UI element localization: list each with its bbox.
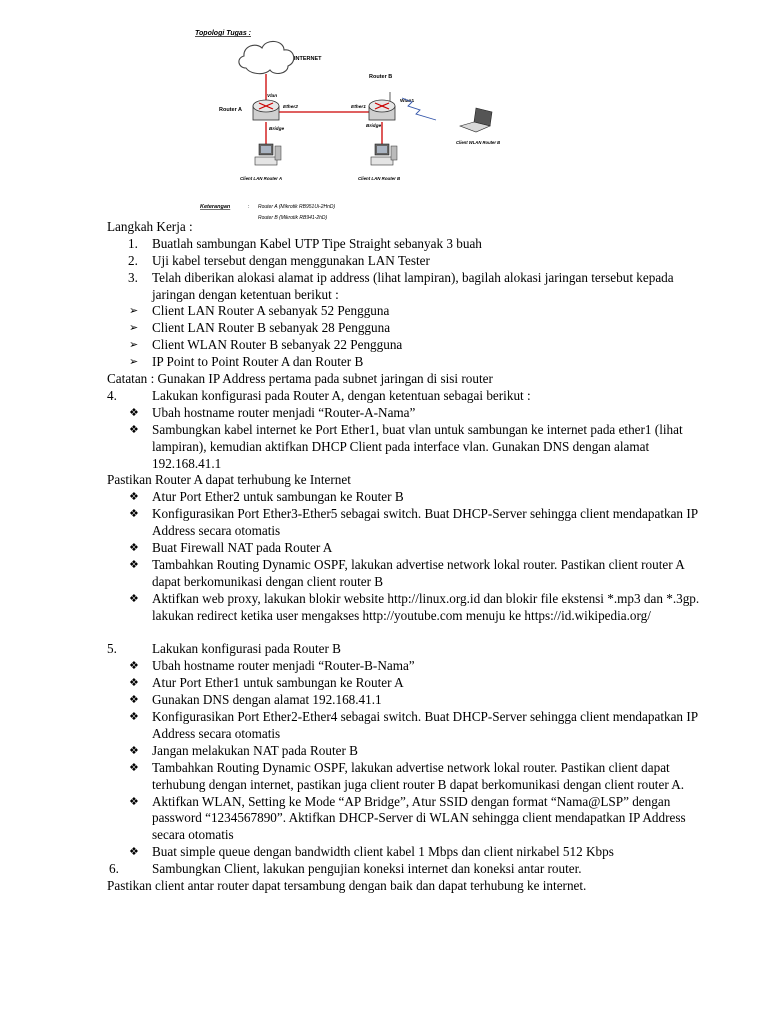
bridge-b-label: Bridge <box>366 124 382 129</box>
arrow-bullet-icon: ➢ <box>129 355 139 369</box>
step-text: Buatlah sambungan Kabel UTP Tipe Straight sebanyak 3 buah <box>152 235 482 251</box>
diamond-item-text: Atur Port Ether2 untuk sambungan ke Router B <box>152 489 404 505</box>
arrow-bullet-icon: ➢ <box>129 338 139 352</box>
diamond-bullet-icon: ❖ <box>129 710 139 723</box>
diamond-item-text: Sambungkan kabel internet ke Port Ether1, buat vlan untuk sambungan ke internet pada ether1 (lihat lampiran), kemudian aktifkan DHCP Client pada interface vlan. Gunakan DNS dengan alamat 192.168.41.1 <box>152 421 683 471</box>
diamond-bullet-icon: ❖ <box>129 507 139 521</box>
diamond-item-text: Aktifkan WLAN, Setting ke Mode “AP Bridge”, Atur SSID dengan format “Nama@LSP” dengan password “1234567890”. Aktifkan DHCP-Server di WLAN sehingga client mendapatkan IP Address secara otomatis <box>152 793 686 843</box>
arrow-item <box>107 303 707 320</box>
ether1-b-label: Ether1 <box>351 105 366 110</box>
diamond-item-text: Atur Port Ether1 untuk sambungan ke Router A <box>152 675 404 691</box>
diamond-bullet-icon: ❖ <box>129 845 139 859</box>
client-lan-b-label: Client LAN Router B <box>358 176 401 181</box>
diamond-bullet-icon: ❖ <box>129 422 139 436</box>
router-b-icon <box>369 92 395 120</box>
diamond-bullet-icon: ❖ <box>129 405 139 419</box>
diamond-item <box>107 794 707 845</box>
arrow-item-text: Client WLAN Router B sebanyak 22 Pengguna <box>152 337 403 353</box>
step-4 <box>107 388 707 405</box>
diamond-item <box>107 675 707 692</box>
router-b-label: Router B <box>369 74 393 80</box>
diamond-item <box>107 489 707 506</box>
step-number: 2. <box>128 252 138 268</box>
diamond-bullet-icon: ❖ <box>129 760 139 774</box>
diamond-item <box>107 692 707 709</box>
diamond-bullet-icon: ❖ <box>129 541 139 555</box>
diamond-item <box>107 540 707 557</box>
step-6 <box>107 861 707 878</box>
step-text: Lakukan konfigurasi pada Router B <box>152 641 341 657</box>
bridge-a-label: Bridge <box>269 127 285 132</box>
diamond-bullet-icon: ❖ <box>129 659 139 673</box>
blank-line <box>107 625 707 642</box>
internet-label: INTERNET <box>294 56 322 62</box>
step-text: Telah diberikan alokasi alamat ip address (lihat lampiran), bagilah alokasi jaringan tersebut kepada jaringan dengan ketentuan berikut : <box>152 269 674 302</box>
pastikan-router-a: Pastikan Router A dapat terhubung ke Internet <box>107 472 351 488</box>
arrow-item <box>107 320 707 337</box>
client-wlan-b-label: Client WLAN Router B <box>456 140 501 145</box>
topology-figure <box>180 22 501 224</box>
step-text: Lakukan konfigurasi pada Router A, dengan ketentuan sebagai berikut : <box>152 387 531 403</box>
diamond-item <box>107 405 707 422</box>
diamond-item <box>107 743 707 760</box>
diamond-bullet-icon: ❖ <box>129 794 139 808</box>
diamond-bullet-icon: ❖ <box>129 693 139 707</box>
diamond-item-text: Ubah hostname router menjadi “Router-A-Nama” <box>152 404 416 420</box>
diamond-item-text: Konfigurasikan Port Ether2-Ether4 sebagai switch. Buat DHCP-Server sehingga client mendapatkan IP Address secara otomatis <box>152 709 698 741</box>
keterangan-label: Keterangan <box>200 204 231 210</box>
step-2 <box>107 253 707 270</box>
step-3 <box>107 270 707 304</box>
arrow-item-text: Client LAN Router A sebanyak 52 Pengguna <box>152 303 390 319</box>
arrow-item <box>107 337 707 354</box>
step-number: 5. <box>107 641 117 657</box>
diamond-item <box>107 591 707 625</box>
diamond-item-text: Tambahkan Routing Dynamic OSPF, lakukan advertise network lokal router. Pastikan client router A dapat berkomunikasi dengan client router B <box>152 556 685 589</box>
step-number: 3. <box>128 269 138 285</box>
step-text: Sambungkan Client, lakukan pengujian koneksi internet dan koneksi antar router. <box>152 861 582 877</box>
diamond-bullet-icon: ❖ <box>129 743 139 757</box>
arrow-bullet-icon: ➢ <box>129 321 139 335</box>
catatan-note: Catatan : Gunakan IP Address pertama pada subnet jaringan di sisi router <box>107 371 493 387</box>
diamond-item <box>107 557 707 591</box>
arrow-item <box>107 354 707 371</box>
diamond-bullet-icon: ❖ <box>129 557 139 571</box>
arrow-bullet-icon: ➢ <box>129 304 139 318</box>
router-a-icon <box>253 100 279 120</box>
ether2-a-label: Ether2 <box>283 105 298 110</box>
diamond-item <box>107 506 707 540</box>
diamond-item <box>107 422 707 473</box>
laptop-icon <box>460 108 492 132</box>
step-number: 4. <box>107 387 117 403</box>
diamond-item <box>107 709 707 743</box>
figure-title: Topologi Tugas : <box>195 30 251 37</box>
diamond-bullet-icon: ❖ <box>129 490 139 504</box>
diamond-item <box>107 760 707 794</box>
diamond-item-text: Gunakan DNS dengan alamat 192.168.41.1 <box>152 692 382 708</box>
keterangan-colon: : <box>248 204 250 210</box>
step-text: Uji kabel tersebut dengan menggunakan LAN Tester <box>152 252 430 268</box>
diamond-item-text: Tambahkan Routing Dynamic OSPF, lakukan advertise network lokal router. Pastikan client dapat terhubung dengan internet, pastikan juga client router B dapat berkomunikasi dengan client router A. <box>152 759 685 792</box>
final-note: Pastikan client antar router dapat tersambung dengan baik dan dapat terhubung ke internet. <box>107 878 587 894</box>
internet-cloud-icon <box>239 41 294 73</box>
diamond-item-text: Buat simple queue dengan bandwidth client kabel 1 Mbps dan client nirkabel 512 Kbps <box>152 844 614 860</box>
router-a-model: Router A (Mikrotik RB951Ui-2HnD) <box>258 204 336 210</box>
diamond-item-text: Ubah hostname router menjadi “Router-B-Nama” <box>152 658 415 674</box>
diamond-item-text: Buat Firewall NAT pada Router A <box>152 540 333 556</box>
diamond-bullet-icon: ❖ <box>129 676 139 690</box>
step-number: 1. <box>128 235 138 251</box>
diamond-item-text: Konfigurasikan Port Ether3-Ether5 sebagai switch. Buat DHCP-Server sehingga client mendapatkan IP Address secara otomatis <box>152 506 698 539</box>
diamond-item <box>107 658 707 675</box>
diamond-item-text: Aktifkan web proxy, lakukan blokir website http://linux.org.id dan blokir file ekstensi *.mp3 dan *.3gp. lakukan redirect ketika user mengakses http://youtube.com menuju ke https://id.wikipedia.org/ <box>152 590 700 623</box>
step-number: 6. <box>109 861 119 877</box>
vlan-label: Vlan <box>267 94 278 99</box>
client-lan-a-label: Client LAN Router A <box>240 176 283 181</box>
arrow-item-text: IP Point to Point Router A dan Router B <box>152 354 364 370</box>
diamond-item-text: Jangan melakukan NAT pada Router B <box>152 742 358 758</box>
router-a-label: Router A <box>219 107 243 113</box>
step-1 <box>107 236 707 253</box>
pc-b-icon <box>371 144 397 165</box>
diamond-item <box>107 844 707 861</box>
wlan1-label: Wlan1 <box>400 99 415 104</box>
diamond-bullet-icon: ❖ <box>129 591 139 605</box>
arrow-item-text: Client LAN Router B sebanyak 28 Pengguna <box>152 320 391 336</box>
langkah-kerja-heading: Langkah Kerja : <box>107 219 193 234</box>
router-b-model: Router B (Mikrotik RB941-2hD) <box>258 215 328 221</box>
topology-diagram <box>180 22 501 224</box>
pc-a-icon <box>255 144 281 165</box>
document-body <box>107 219 707 895</box>
step-5 <box>107 641 707 658</box>
